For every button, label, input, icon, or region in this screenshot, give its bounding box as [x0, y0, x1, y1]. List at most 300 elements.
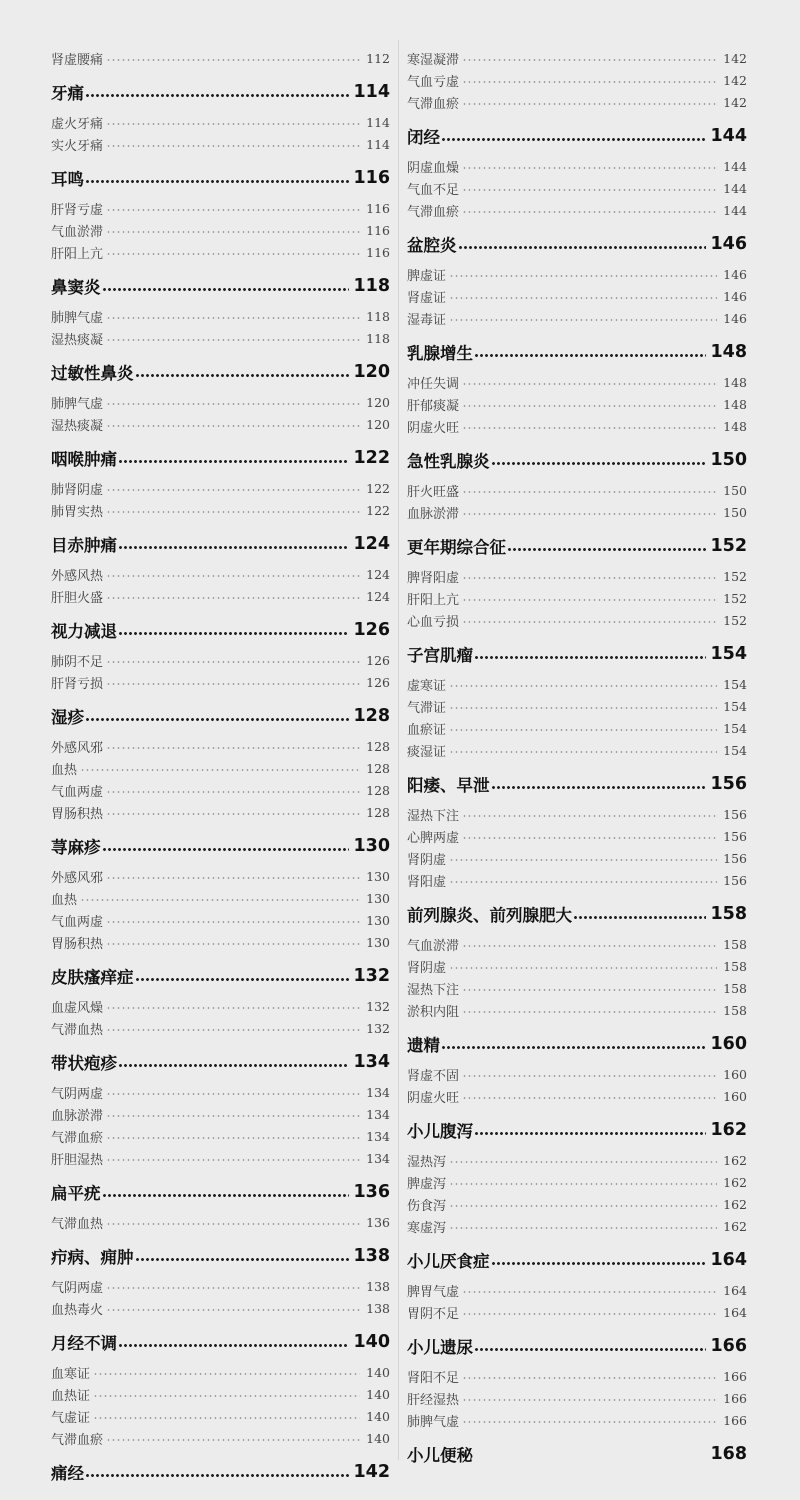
toc-section-entry[interactable]	[51, 499, 390, 521]
dot-leader	[106, 943, 360, 945]
dot-leader	[106, 403, 360, 405]
section-title: 外感风邪	[51, 870, 104, 886]
dot-leader	[462, 491, 717, 493]
page-number: 158	[723, 980, 747, 996]
section-title: 肺脾气虚	[407, 1414, 460, 1430]
section-title: 虚火牙痛	[51, 116, 104, 132]
toc-chapter-entry[interactable]	[407, 1115, 747, 1145]
dot-leader	[106, 597, 360, 599]
toc-section-entry[interactable]	[407, 1193, 747, 1215]
page-number: 146	[710, 234, 747, 254]
toc-chapter-entry[interactable]	[407, 121, 747, 151]
chapter-title: 荨麻疹	[51, 838, 101, 857]
section-title: 肺阴不足	[51, 654, 104, 670]
section-title: 气血亏虚	[407, 74, 460, 90]
dot-leader	[462, 599, 717, 601]
toc-section-entry[interactable]	[51, 305, 390, 327]
toc-section-entry[interactable]	[407, 869, 747, 891]
dot-leader	[106, 209, 360, 211]
page-number: 160	[723, 1066, 747, 1082]
page-number: 152	[723, 612, 747, 628]
section-title: 肝经湿热	[407, 1392, 460, 1408]
page-number: 148	[723, 418, 747, 434]
page-number: 156	[723, 806, 747, 822]
toc-section-entry[interactable]	[407, 933, 747, 955]
dot-leader	[449, 275, 717, 277]
page-number: 164	[723, 1282, 747, 1298]
dot-leader	[462, 1421, 717, 1423]
toc-chapter-entry[interactable]	[51, 1327, 390, 1357]
toc-section-entry[interactable]	[407, 565, 747, 587]
dot-leader	[118, 460, 349, 463]
chapter-title: 疖病、痈肿	[51, 1248, 134, 1267]
toc-section-entry[interactable]	[51, 563, 390, 585]
dot-leader	[462, 1011, 717, 1013]
toc-section-entry[interactable]	[407, 47, 747, 69]
page-number: 154	[723, 742, 747, 758]
toc-chapter-entry[interactable]	[51, 443, 390, 473]
toc-section-entry[interactable]	[407, 1387, 747, 1409]
toc-section-entry[interactable]	[51, 585, 390, 607]
toc-section-entry[interactable]	[51, 649, 390, 671]
section-title: 气血淤滞	[51, 224, 104, 240]
page-number: 136	[353, 1182, 390, 1202]
dot-leader	[106, 1159, 360, 1161]
page-number: 134	[366, 1106, 390, 1122]
toc-section-entry[interactable]	[407, 479, 747, 501]
dot-leader	[80, 899, 360, 901]
section-title: 血瘀证	[407, 722, 447, 738]
dot-leader	[474, 1348, 706, 1351]
section-title: 血脉淤滞	[407, 506, 460, 522]
dot-leader	[106, 339, 360, 341]
toc-chapter-entry[interactable]	[407, 1439, 747, 1469]
page-number: 134	[353, 1052, 390, 1072]
page-number: 120	[353, 362, 390, 382]
toc-section-entry[interactable]	[407, 177, 747, 199]
toc-chapter-entry[interactable]	[407, 229, 747, 259]
dot-leader	[449, 1205, 717, 1207]
toc-section-entry[interactable]	[407, 955, 747, 977]
page-number: 114	[353, 82, 390, 102]
dot-leader	[106, 921, 360, 923]
page-number: 140	[366, 1430, 390, 1446]
dot-leader	[135, 978, 350, 981]
toc-section-entry[interactable]	[51, 219, 390, 241]
page-number: 156	[723, 872, 747, 888]
page-number: 116	[366, 222, 390, 238]
toc-chapter-entry[interactable]	[407, 337, 747, 367]
chapter-title: 小儿遗尿	[407, 1338, 473, 1357]
dot-leader	[85, 1474, 349, 1477]
section-title: 肝郁痰凝	[407, 398, 460, 414]
page-number: 116	[353, 168, 390, 188]
page-number: 142	[723, 94, 747, 110]
page-number: 130	[366, 890, 390, 906]
toc-section-entry[interactable]	[51, 1147, 390, 1169]
toc-chapter-entry[interactable]	[51, 529, 390, 559]
toc-section-entry[interactable]	[407, 1279, 747, 1301]
section-title: 胃阴不足	[407, 1306, 460, 1322]
toc-chapter-entry[interactable]	[51, 163, 390, 193]
toc-section-entry[interactable]	[51, 735, 390, 757]
toc-chapter-entry[interactable]	[51, 77, 390, 107]
page-number: 148	[710, 342, 747, 362]
dot-leader	[462, 577, 717, 579]
section-title: 气阴两虚	[51, 1086, 104, 1102]
toc-chapter-entry[interactable]	[51, 615, 390, 645]
dot-leader	[449, 297, 717, 299]
toc-section-entry[interactable]	[51, 757, 390, 779]
toc-chapter-entry[interactable]	[51, 961, 390, 991]
section-title: 肾阳不足	[407, 1370, 460, 1386]
toc-section-entry[interactable]	[51, 133, 390, 155]
section-title: 脾肾阳虚	[407, 570, 460, 586]
dot-leader	[106, 1137, 360, 1139]
toc-section-entry[interactable]	[407, 977, 747, 999]
section-title: 肾虚腰痛	[51, 52, 104, 68]
toc-chapter-entry[interactable]	[51, 1241, 390, 1271]
page-number: 126	[366, 674, 390, 690]
toc-chapter-entry[interactable]	[51, 831, 390, 861]
page-number: 164	[723, 1304, 747, 1320]
dot-leader	[93, 1395, 360, 1397]
toc-section-entry[interactable]	[51, 1405, 390, 1427]
page-number: 150	[723, 504, 747, 520]
toc-section-entry[interactable]	[51, 413, 390, 435]
section-title: 肝肾亏损	[51, 676, 104, 692]
toc-section-entry[interactable]	[407, 1215, 747, 1237]
toc-section-entry[interactable]	[51, 47, 390, 69]
page-number: 144	[723, 180, 747, 196]
section-title: 气血两虚	[51, 914, 104, 930]
chapter-title: 目赤肿痛	[51, 536, 117, 555]
dot-leader	[106, 231, 360, 233]
toc-section-entry[interactable]	[51, 909, 390, 931]
toc-chapter-entry[interactable]	[407, 769, 747, 799]
section-title: 肾虚不固	[407, 1068, 460, 1084]
toc-chapter-entry[interactable]	[51, 357, 390, 387]
dot-leader	[462, 211, 717, 213]
dot-leader	[106, 1223, 360, 1225]
toc-section-entry[interactable]	[407, 307, 747, 329]
dot-leader	[462, 513, 717, 515]
section-title: 气滞证	[407, 700, 447, 716]
toc-section-entry[interactable]	[51, 779, 390, 801]
dot-leader	[474, 656, 706, 659]
section-title: 肝火旺盛	[407, 484, 460, 500]
section-title: 心血亏损	[407, 614, 460, 630]
toc-section-entry[interactable]	[407, 999, 747, 1021]
dot-leader	[106, 661, 360, 663]
dot-leader	[106, 511, 360, 513]
toc-chapter-entry[interactable]	[407, 899, 747, 929]
section-title: 肾阳虚	[407, 874, 447, 890]
dot-leader	[80, 769, 360, 771]
page-number: 144	[710, 126, 747, 146]
dot-leader	[449, 707, 717, 709]
page-number: 132	[366, 1020, 390, 1036]
section-title: 肺脾气虚	[51, 310, 104, 326]
page-number: 118	[366, 308, 390, 324]
toc-section-entry[interactable]	[51, 111, 390, 133]
page-number: 130	[366, 868, 390, 884]
dot-leader	[462, 167, 717, 169]
section-title: 肝阳上亢	[51, 246, 104, 262]
dot-leader	[106, 1439, 360, 1441]
chapter-title: 鼻窦炎	[51, 278, 101, 297]
toc-section-entry[interactable]	[51, 197, 390, 219]
section-title: 湿热痰凝	[51, 332, 104, 348]
toc-chapter-entry[interactable]	[407, 639, 747, 669]
chapter-title: 带状疱疹	[51, 1054, 117, 1073]
section-title: 胃肠积热	[51, 806, 104, 822]
toc-section-entry[interactable]	[51, 801, 390, 823]
section-title: 血热	[51, 762, 78, 778]
section-title: 肝胆湿热	[51, 1152, 104, 1168]
page-number: 134	[366, 1150, 390, 1166]
toc-section-entry[interactable]	[407, 609, 747, 631]
toc-chapter-entry[interactable]	[51, 1457, 390, 1487]
page-number: 128	[366, 760, 390, 776]
section-title: 心脾两虚	[407, 830, 460, 846]
dot-leader	[102, 288, 350, 291]
chapter-title: 急性乳腺炎	[407, 452, 490, 471]
dot-leader	[449, 859, 717, 861]
page-number: 166	[723, 1412, 747, 1428]
toc-section-entry[interactable]	[407, 371, 747, 393]
page-number: 122	[366, 480, 390, 496]
dot-leader	[106, 1093, 360, 1095]
page-number: 116	[366, 200, 390, 216]
page-number: 166	[723, 1368, 747, 1384]
toc-chapter-entry[interactable]	[407, 1331, 747, 1361]
page-number: 154	[723, 676, 747, 692]
toc-section-entry[interactable]	[407, 825, 747, 847]
dot-leader	[118, 1064, 349, 1067]
section-title: 外感风邪	[51, 740, 104, 756]
page-number: 118	[366, 330, 390, 346]
toc-chapter-entry[interactable]	[51, 701, 390, 731]
dot-leader	[118, 546, 349, 549]
toc-section-entry[interactable]	[407, 587, 747, 609]
page-number: 138	[366, 1300, 390, 1316]
section-title: 伤食泻	[407, 1198, 447, 1214]
toc-section-entry[interactable]	[51, 1125, 390, 1147]
dot-leader	[491, 786, 707, 789]
dot-leader	[106, 1029, 360, 1031]
toc-section-entry[interactable]	[51, 327, 390, 349]
dot-leader	[449, 685, 717, 687]
page-number: 128	[366, 782, 390, 798]
toc-section-entry[interactable]	[51, 1211, 390, 1233]
toc-section-entry[interactable]	[407, 1149, 747, 1171]
section-title: 肝胆火盛	[51, 590, 104, 606]
toc-section-entry[interactable]	[51, 477, 390, 499]
page-number: 140	[366, 1408, 390, 1424]
page-number: 138	[353, 1246, 390, 1266]
toc-section-entry[interactable]	[407, 803, 747, 825]
toc-chapter-entry[interactable]	[407, 445, 747, 475]
section-title: 气滞血瘀	[51, 1432, 104, 1448]
toc-section-entry[interactable]	[51, 1383, 390, 1405]
section-title: 痰湿证	[407, 744, 447, 760]
dot-leader	[102, 1194, 350, 1197]
dot-leader	[462, 1291, 717, 1293]
section-title: 阴虚火旺	[407, 420, 460, 436]
page-number: 146	[723, 310, 747, 326]
dot-leader	[118, 632, 349, 635]
chapter-title: 过敏性鼻炎	[51, 364, 134, 383]
toc-section-entry[interactable]	[51, 887, 390, 909]
section-title: 阴虚火旺	[407, 1090, 460, 1106]
page-number: 136	[366, 1214, 390, 1230]
toc-section-entry[interactable]	[407, 717, 747, 739]
dot-leader	[106, 747, 360, 749]
dot-leader	[93, 1373, 360, 1375]
toc-section-entry[interactable]	[51, 1427, 390, 1449]
dot-leader	[449, 751, 717, 753]
toc-section-entry[interactable]	[407, 69, 747, 91]
dot-leader	[85, 94, 349, 97]
toc-section-entry[interactable]	[407, 695, 747, 717]
dot-leader	[85, 180, 349, 183]
page-number: 128	[366, 738, 390, 754]
page-number: 126	[353, 620, 390, 640]
page-number: 128	[366, 804, 390, 820]
toc-section-entry[interactable]	[407, 501, 747, 523]
chapter-title: 耳鸣	[51, 170, 84, 189]
page-number: 152	[723, 568, 747, 584]
toc-section-entry[interactable]	[407, 263, 747, 285]
toc-section-entry[interactable]	[407, 1365, 747, 1387]
page-number: 150	[710, 450, 747, 470]
dot-leader	[135, 1258, 350, 1261]
dot-leader	[106, 1309, 360, 1311]
dot-leader	[106, 683, 360, 685]
toc-section-entry[interactable]	[407, 415, 747, 437]
dot-leader	[462, 1399, 717, 1401]
section-title: 气血不足	[407, 182, 460, 198]
section-title: 湿热痰凝	[51, 418, 104, 434]
toc-section-entry[interactable]	[51, 1081, 390, 1103]
toc-section-entry[interactable]	[407, 199, 747, 221]
section-title: 肝肾亏虚	[51, 202, 104, 218]
chapter-title: 月经不调	[51, 1334, 117, 1353]
toc-section-entry[interactable]	[407, 847, 747, 869]
dot-leader	[573, 916, 706, 919]
page-number: 130	[366, 912, 390, 928]
toc-section-entry[interactable]	[51, 931, 390, 953]
column-divider	[398, 40, 399, 1460]
toc-chapter-entry[interactable]	[407, 1245, 747, 1275]
section-title: 湿热下注	[407, 808, 460, 824]
dot-leader	[462, 103, 717, 105]
section-title: 血热证	[51, 1388, 91, 1404]
page-number: 148	[723, 374, 747, 390]
toc-section-entry[interactable]	[407, 739, 747, 761]
dot-leader	[462, 815, 717, 817]
section-title: 气滞血热	[51, 1216, 104, 1232]
dot-leader	[106, 813, 360, 815]
toc-chapter-entry[interactable]	[51, 1177, 390, 1207]
chapter-title: 前列腺炎、前列腺肥大	[407, 906, 572, 925]
section-title: 湿热下注	[407, 982, 460, 998]
dot-leader	[491, 462, 707, 465]
dot-leader	[462, 837, 717, 839]
section-title: 实火牙痛	[51, 138, 104, 154]
dot-leader	[462, 189, 717, 191]
toc-section-entry[interactable]	[407, 1063, 747, 1085]
toc-section-entry[interactable]	[51, 241, 390, 263]
toc-section-entry[interactable]	[51, 391, 390, 413]
page-number: 166	[723, 1390, 747, 1406]
page-number: 152	[723, 590, 747, 606]
toc-section-entry[interactable]	[407, 91, 747, 113]
toc-section-entry[interactable]	[407, 673, 747, 695]
dot-leader	[106, 253, 360, 255]
chapter-title: 小儿厌食症	[407, 1252, 490, 1271]
toc-section-entry[interactable]	[407, 393, 747, 415]
toc-section-entry[interactable]	[51, 1361, 390, 1383]
dot-leader	[462, 1075, 717, 1077]
page-number: 142	[723, 50, 747, 66]
section-title: 血虚风燥	[51, 1000, 104, 1016]
section-title: 湿热泻	[407, 1154, 447, 1170]
toc-chapter-entry[interactable]	[51, 1047, 390, 1077]
toc-section-entry[interactable]	[407, 1085, 747, 1107]
toc-section-entry[interactable]	[51, 1017, 390, 1039]
toc-section-entry[interactable]	[51, 1275, 390, 1297]
dot-leader	[507, 548, 706, 551]
page-number: 162	[723, 1218, 747, 1234]
page-number: 122	[366, 502, 390, 518]
page-number: 158	[710, 904, 747, 924]
toc-section-entry[interactable]	[51, 995, 390, 1017]
section-title: 血脉淤滞	[51, 1108, 104, 1124]
chapter-title: 阳痿、早泄	[407, 776, 490, 795]
page-number: 144	[723, 158, 747, 174]
dot-leader	[449, 319, 717, 321]
toc-section-entry[interactable]	[51, 1297, 390, 1319]
page-number: 156	[723, 850, 747, 866]
page-number: 124	[366, 566, 390, 582]
dot-leader	[474, 354, 706, 357]
toc-section-entry[interactable]	[407, 1171, 747, 1193]
toc-section-entry[interactable]	[51, 865, 390, 887]
dot-leader	[462, 1313, 717, 1315]
chapter-title: 遗精	[407, 1036, 440, 1055]
chapter-title: 子宫肌瘤	[407, 646, 473, 665]
page-number: 154	[723, 698, 747, 714]
page-number: 144	[723, 202, 747, 218]
toc-section-entry[interactable]	[51, 671, 390, 693]
toc-section-entry[interactable]	[407, 1409, 747, 1431]
toc-section-entry[interactable]	[407, 1301, 747, 1323]
toc-chapter-entry[interactable]	[407, 531, 747, 561]
toc-section-entry[interactable]	[51, 1103, 390, 1125]
toc-section-entry[interactable]	[407, 285, 747, 307]
dot-leader	[462, 1097, 717, 1099]
toc-chapter-entry[interactable]	[407, 1029, 747, 1059]
page-number: 140	[366, 1386, 390, 1402]
toc-chapter-entry[interactable]	[51, 271, 390, 301]
page-number: 130	[366, 934, 390, 950]
toc-section-entry[interactable]	[407, 155, 747, 177]
dot-leader	[449, 1227, 717, 1229]
page-number: 142	[723, 72, 747, 88]
chapter-title: 皮肤瘙痒症	[51, 968, 134, 987]
